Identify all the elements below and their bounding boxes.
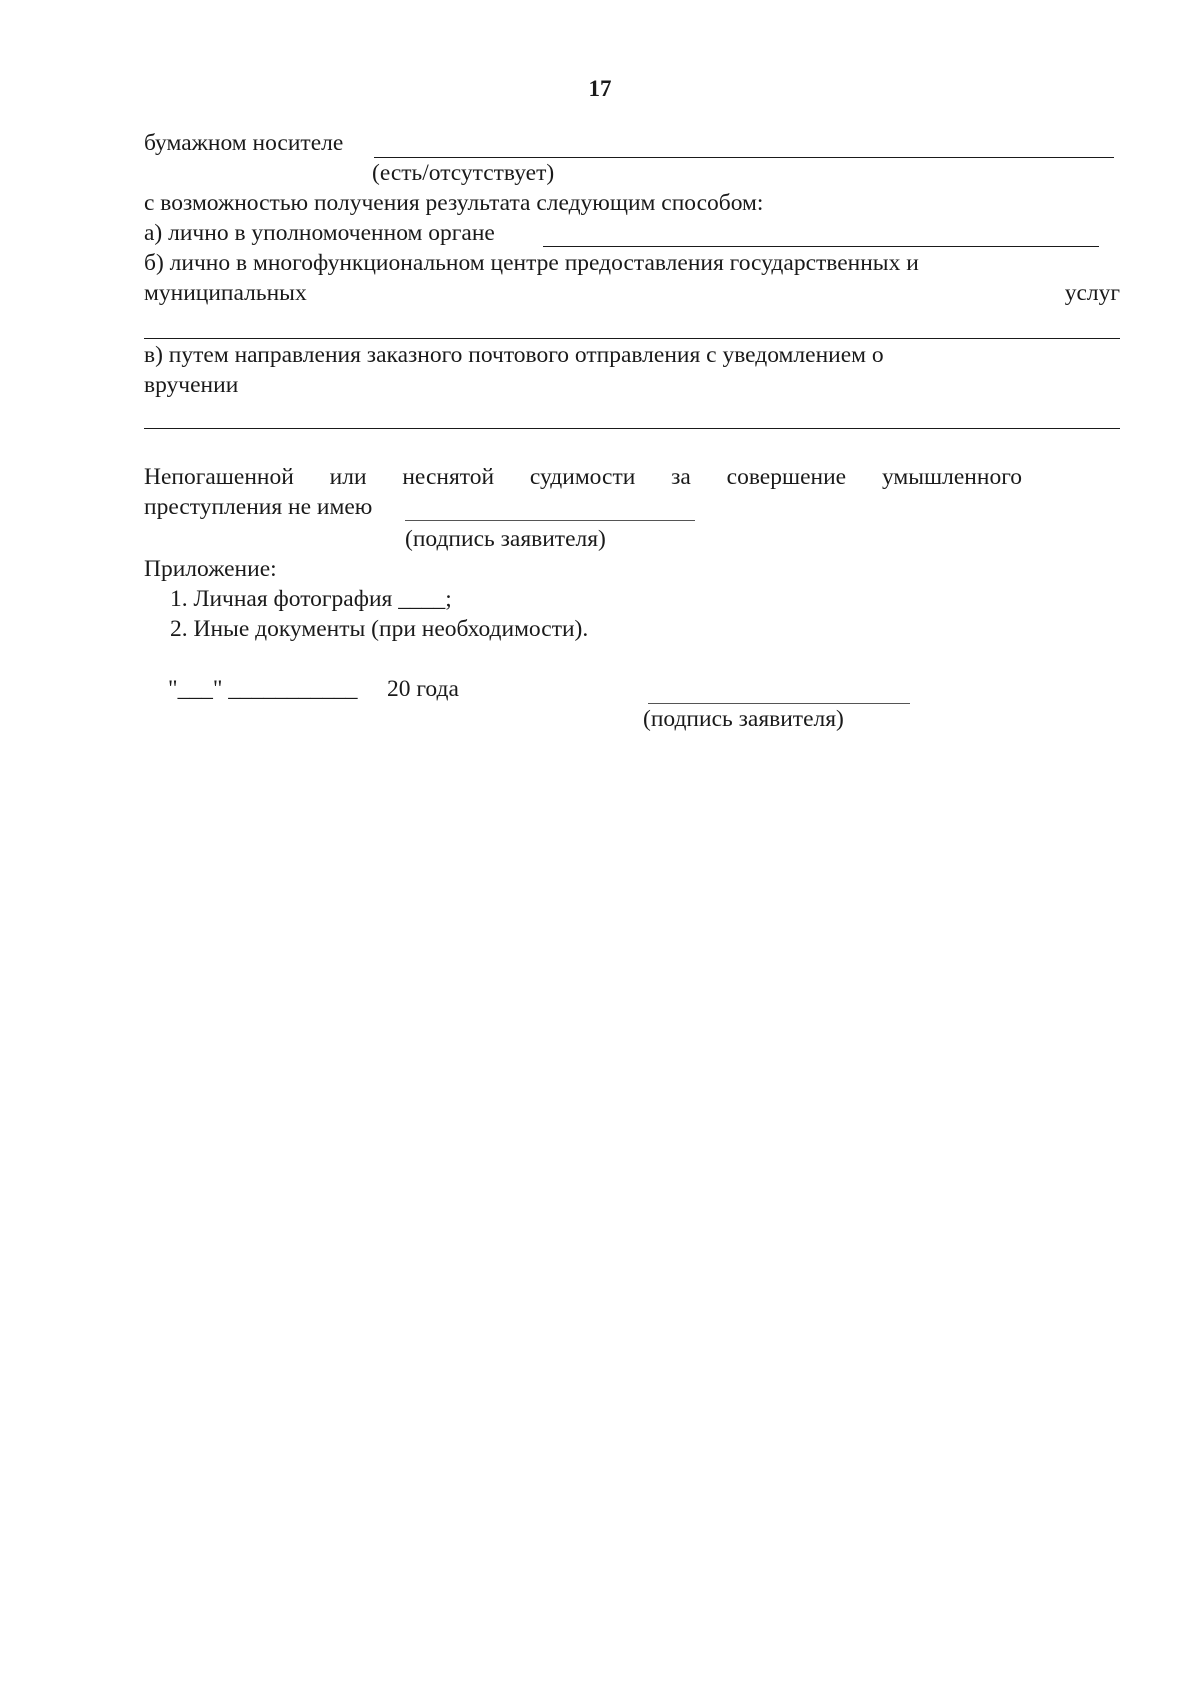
option-b-field-line[interactable] (144, 338, 1120, 339)
option-a-field-line[interactable] (543, 246, 1099, 247)
conviction-signature-caption: (подпись заявителя) (405, 526, 606, 552)
option-c-field-line[interactable] (144, 428, 1120, 429)
paper-medium-caption: (есть/отсутствует) (372, 160, 555, 186)
option-b-line2-right: услуг (1064, 280, 1120, 306)
option-b-line2-left: муниципальных (144, 280, 307, 306)
method-intro: с возможностью получения результата следующим способом: (144, 190, 764, 216)
option-c-line2: вручении (144, 372, 239, 398)
option-a-label: а) лично в уполномоченном органе (144, 220, 495, 246)
conviction-word: Непогашенной (144, 464, 294, 490)
option-b-line2 (144, 278, 1120, 308)
conviction-line2: преступления не имею (144, 494, 373, 520)
conviction-signature-line[interactable] (405, 520, 695, 521)
conviction-word: судимости (529, 464, 636, 490)
final-signature-caption: (подпись заявителя) (643, 706, 844, 732)
paper-medium-label: бумажном носителе (144, 130, 344, 156)
conviction-word: или (329, 464, 367, 490)
date-year: 20 года (387, 676, 459, 702)
attachment-title: Приложение: (144, 556, 277, 582)
conviction-word: умышленного (881, 464, 1022, 490)
date-day-month: "___" ___________ (168, 676, 358, 702)
conviction-word: за (671, 464, 691, 490)
conviction-word: неснятой (402, 464, 495, 490)
attachment-item-2: 2. Иные документы (при необходимости). (170, 616, 589, 642)
conviction-word: совершение (726, 464, 847, 490)
conviction-line1 (144, 462, 1022, 492)
page-number: 17 (588, 76, 612, 101)
option-b-line1: б) лично в многофункциональном центре предоставления государственных и (144, 250, 919, 276)
attachment-item-1: 1. Личная фотография ____; (170, 586, 452, 612)
option-c-line1: в) путем направления заказного почтового отправления с уведомлением о (144, 342, 884, 368)
